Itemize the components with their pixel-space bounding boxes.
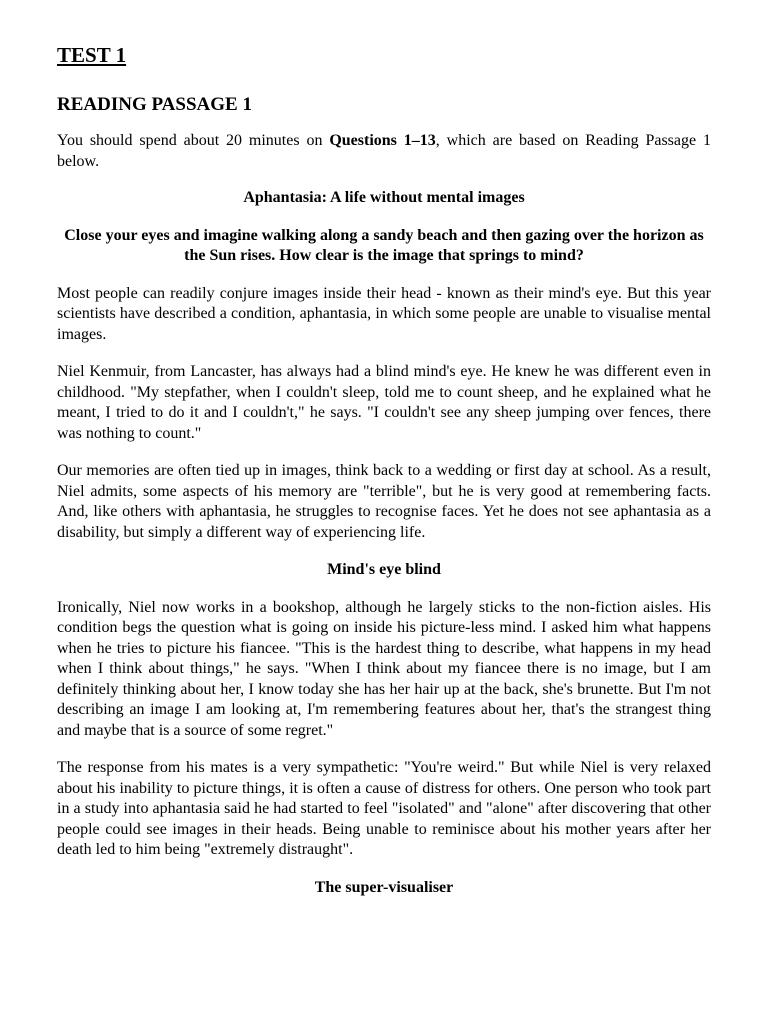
paragraph-2: Niel Kenmuir, from Lancaster, has always had a blind mind's eye. He knew he was different even in childhood. "My stepfather, when I couldn't sleep, told me to count sheep, and he explained what he meant, I tried to do it and I couldn't," he says. "I couldn't see any sheep jumping over fences, there was nothing to count." xyxy=(57,363,711,442)
instructions-text-end: , which are based on Reading Passage 1 below. xyxy=(57,132,711,170)
paragraph-3: Our memories are often tied up in images, think back to a wedding or first day at school. As a result, Niel admits, some aspects of his memory are "terrible", but he is very good at remembering facts. And, like others with aphantasia, he struggles to recognise faces. Yet he does not see aphantasia as a disability, but simply a different way of experiencing life. xyxy=(57,462,711,541)
paragraph-4: Ironically, Niel now works in a bookshop, although he largely sticks to the non-fiction aisles. His condition begs the question what is going on inside his picture-less mind. I asked him what happens when he tries to picture his fiancee. "This is the hardest thing to describe, what happens in my head when I think about things," he says. "When I think about my fiancee there is no image, but I am definitely thinking about her, I know today she has her hair up at the back, she's brunette. But I'm not describing an image I am looking at, I'm remembering features about her, that's the strangest thing and maybe that is a source of some regret." xyxy=(57,598,711,739)
article-title: Aphantasia: A life without mental images xyxy=(243,189,525,206)
passage-title: READING PASSAGE 1 xyxy=(57,94,252,115)
section-heading-minds-eye-blind: Mind's eye blind xyxy=(327,561,441,578)
paragraph-5: The response from his mates is a very sympathetic: "You're weird." But while Niel is very relaxed about his inability to picture things, it is often a cause of distress for others. One person who took part in a study into aphantasia said he had started to feel "isolated" and "alone" after discovering that other people could see images in their heads. Being unable to reminisce about his mother years after her death led to him being "extremely distraught". xyxy=(57,759,711,858)
article-subheading: Close your eyes and imagine walking along a sandy beach and then gazing over the horizon as the Sun rises. How clear is the image that springs to mind? xyxy=(64,226,704,264)
instructions xyxy=(57,131,711,172)
instructions-questions: Questions 1–13 xyxy=(329,132,436,149)
instructions-text-start: You should spend about 20 minutes on xyxy=(57,132,330,149)
test-title: TEST 1 xyxy=(57,43,127,67)
section-heading-super-visualiser: The super-visualiser xyxy=(314,878,454,896)
paragraph-1: Most people can readily conjure images inside their head - known as their mind's eye. But this year scientists have described a condition, aphantasia, in which some people are unable to visualise mental images. xyxy=(57,284,711,343)
